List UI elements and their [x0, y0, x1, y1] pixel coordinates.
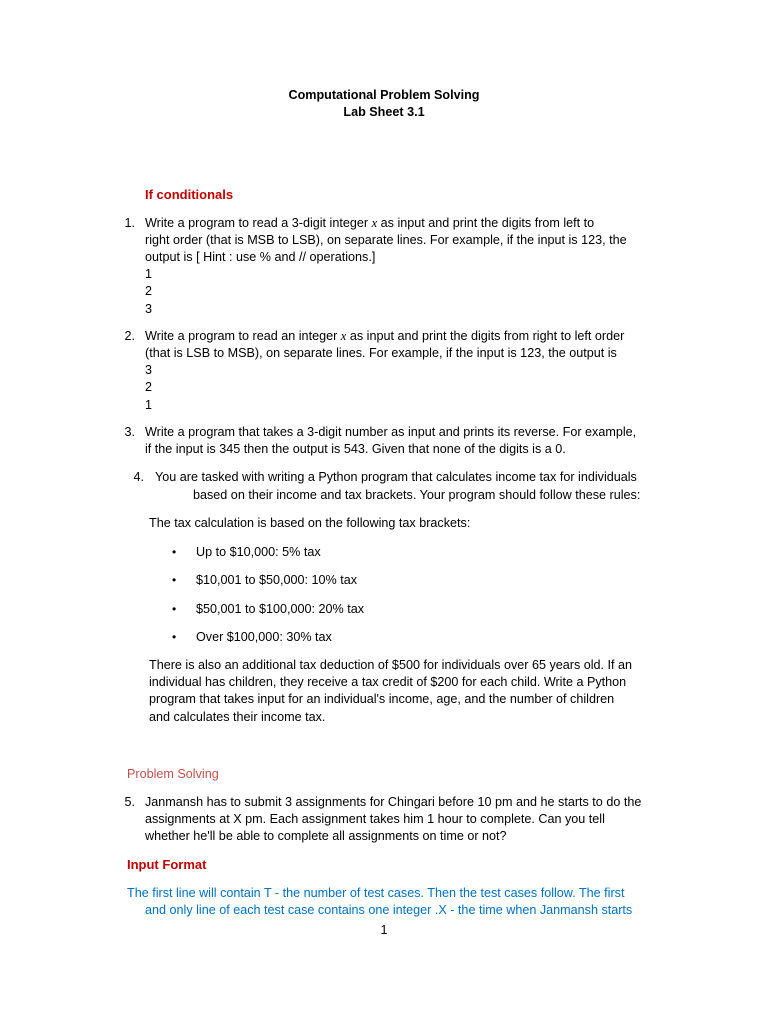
q4-paragraph-line: and calculates their income tax.: [149, 710, 326, 724]
q1-output-line: 3: [145, 302, 153, 316]
tax-bracket-item: Up to $10,000: 5% tax: [196, 545, 321, 559]
tax-bracket-item: $50,001 to $100,000: 20% tax: [196, 602, 365, 616]
question-1-line-1: [145, 216, 594, 231]
bullet-icon: •: [172, 573, 177, 587]
tax-bracket-item: $10,001 to $50,000: 10% tax: [196, 573, 358, 587]
bullet-icon: •: [172, 602, 177, 616]
q1-variable: x: [371, 216, 378, 230]
q1-output-line: 1: [145, 267, 153, 281]
page-number: 1: [380, 923, 388, 937]
section-heading-problem-solving: Problem Solving: [127, 767, 219, 781]
q2-output-line: 1: [145, 398, 153, 412]
question-2-line-1: [145, 329, 624, 344]
q1-text-pre: Write a program to read a 3-digit integer: [145, 216, 372, 230]
doc-subtitle: Lab Sheet 3.1: [343, 105, 425, 119]
question-2-line-2: (that is LSB to MSB), on separate lines. For example, if the input is 123, the output is: [145, 346, 617, 360]
tax-bracket-item: Over $100,000: 30% tax: [196, 630, 332, 644]
question-number: 4.: [133, 470, 144, 484]
q4-paragraph-line: program that takes input for an individual's income, age, and the number of children: [149, 692, 615, 706]
doc-title: Computational Problem Solving: [288, 88, 480, 102]
q2-output-line: 3: [145, 363, 153, 377]
q5-line: Janmansh has to submit 3 assignments for Chingari before 10 pm and he starts to do the: [145, 795, 642, 809]
question-number: 3.: [124, 425, 135, 439]
tax-brackets-intro: The tax calculation is based on the following tax brackets:: [149, 516, 471, 530]
question-number: 5.: [124, 795, 135, 809]
question-4-line-1: You are tasked with writing a Python program that calculates income tax for individuals: [155, 470, 637, 484]
question-1-line-3: output is [ Hint : use % and // operations.]: [145, 250, 376, 264]
question-3-line-2: if the input is 345 then the output is 543. Given that none of the digits is a 0.: [145, 442, 566, 456]
q2-output-line: 2: [145, 380, 153, 394]
q2-text-post: as input and print the digits from right to left order: [346, 329, 625, 343]
bullet-icon: •: [172, 545, 177, 559]
section-heading-if-conditionals: If conditionals: [145, 187, 234, 202]
q1-output-line: 2: [145, 284, 153, 298]
q1-text-post: as input and print the digits from left to: [377, 216, 595, 230]
q4-paragraph-line: individual has children, they receive a tax credit of $200 for each child. Write a Python: [149, 675, 627, 689]
question-1-line-2: right order (that is MSB to LSB), on separate lines. For example, if the input is 123, the: [145, 233, 627, 247]
input-format-line: and only line of each test case contains one integer .X - the time when Janmansh starts: [145, 903, 633, 917]
question-3-line-1: Write a program that takes a 3-digit number as input and prints its reverse. For example,: [145, 425, 637, 439]
input-format-line: The first line will contain T - the number of test cases. Then the test cases follow. The first: [127, 886, 625, 900]
question-4-line-2: based on their income and tax brackets. Your program should follow these rules:: [193, 488, 641, 502]
question-number: 2.: [124, 329, 135, 343]
question-number: 1.: [124, 216, 135, 230]
q2-variable: x: [340, 329, 347, 343]
q5-line: assignments at X pm. Each assignment takes him 1 hour to complete. Can you tell: [145, 812, 605, 826]
q5-line: whether he'll be able to complete all assignments on time or not?: [145, 829, 507, 843]
bullet-icon: •: [172, 630, 177, 644]
q4-paragraph-line: There is also an additional tax deduction of $500 for individuals over 65 years old. If an: [149, 658, 633, 672]
input-format-heading: Input Format: [127, 857, 207, 872]
q2-text-pre: Write a program to read an integer: [145, 329, 341, 343]
